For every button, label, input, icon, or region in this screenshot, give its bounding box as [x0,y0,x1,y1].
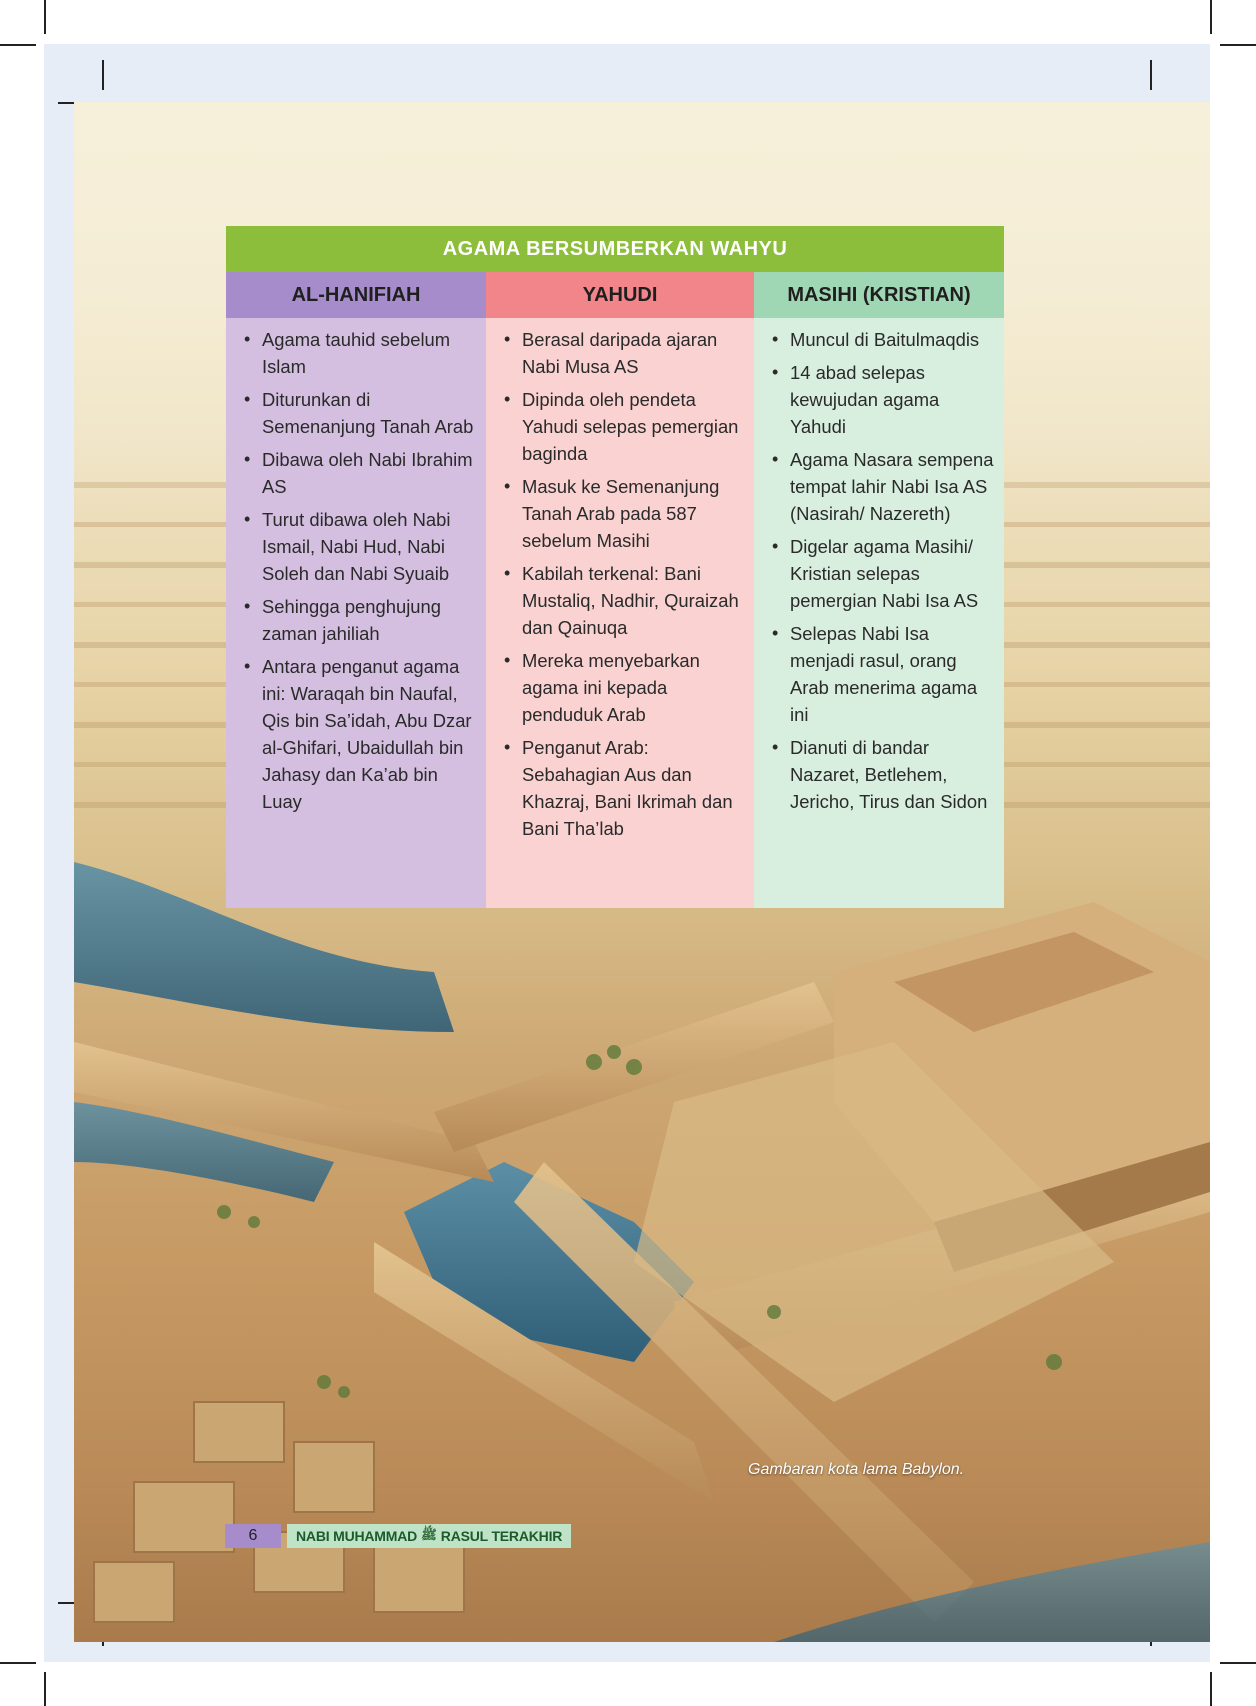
crop-mark-top-left-h [0,44,36,46]
column-header: AL-HANIFIAH [226,272,486,318]
crop-mark-top-right-h [1220,44,1256,46]
crop-mark-top-right-v [1210,0,1212,34]
item-list [226,318,486,821]
list-item: • Agama tauhid sebelum Islam [262,326,476,380]
list-item: • Kabilah terkenal: Bani Mustaliq, Nadhir, Quraizah dan Qainuqa [522,560,744,641]
list-item: • 14 abad selepas kewujudan agama Yahudi [790,359,994,440]
list-item: • Diturunkan di Semenanjung Tanah Arab [262,386,476,440]
page [74,102,1210,1642]
table-columns [226,272,1004,908]
list-item: • Muncul di Baitulmaqdis [790,326,994,353]
inner-mark-tl-v [102,60,104,90]
list-item: • Sehingga penghujung zaman jahiliah [262,593,476,647]
list-item: • Selepas Nabi Isa menjadi rasul, orang Arab menerima agama ini [790,620,994,728]
list-item: • Mereka menyebarkan agama ini kepada penduduk Arab [522,647,744,728]
list-item: • Digelar agama Masihi/ Kristian selepas pemergian Nabi Isa AS [790,533,994,614]
book-title-part1: NABI MUHAMMAD [296,1528,418,1544]
page-number: 6 [225,1524,281,1548]
book-title-part2: RASUL TERAKHIR [440,1528,563,1544]
list-item: • Dipinda oleh pendeta Yahudi selepas pemergian baginda [522,386,744,467]
book-title [287,1524,571,1548]
list-item: • Agama Nasara sempena tempat lahir Nabi Isa AS (Nasirah/ Nazereth) [790,446,994,527]
column-yahudi [486,272,754,908]
religion-table [226,226,1004,908]
crop-mark-bottom-right-v [1210,1672,1212,1706]
list-item: • Dibawa oleh Nabi Ibrahim AS [262,446,476,500]
column-masihi [754,272,1004,908]
item-list [486,318,754,848]
image-caption: Gambaran kota lama Babylon. [748,1461,965,1478]
crop-mark-bottom-right-h [1220,1662,1256,1664]
list-item: • Penganut Arab: Sebahagian Aus dan Khazraj, Bani Ikrimah dan Bani Tha’lab [522,734,744,842]
list-item: • Berasal daripada ajaran Nabi Musa AS [522,326,744,380]
item-list [754,318,1004,821]
saw-symbol: ﷺ [421,1526,437,1542]
column-header: MASIHI (KRISTIAN) [754,272,1004,318]
column-header: YAHUDI [486,272,754,318]
list-item: • Antara penganut agama ini: Waraqah bin Naufal, Qis bin Sa’idah, Abu Dzar al-Ghifari, Ubaidullah bin Jahasy dan Ka’ab bin Luay [262,653,476,815]
page-footer [225,1524,571,1548]
crop-mark-top-left-v [44,0,46,34]
list-item: • Turut dibawa oleh Nabi Ismail, Nabi Hud, Nabi Soleh dan Nabi Syuaib [262,506,476,587]
crop-mark-bottom-left-h [0,1662,36,1664]
list-item: • Masuk ke Semenanjung Tanah Arab pada 587 sebelum Masihi [522,473,744,554]
list-item: • Dianuti di bandar Nazaret, Betlehem, Jericho, Tirus dan Sidon [790,734,994,815]
crop-mark-bottom-left-v [44,1672,46,1706]
table-title: AGAMA BERSUMBERKAN WAHYU [226,226,1004,272]
column-al-hanifiah [226,272,486,908]
inner-mark-tr-v [1150,60,1152,90]
